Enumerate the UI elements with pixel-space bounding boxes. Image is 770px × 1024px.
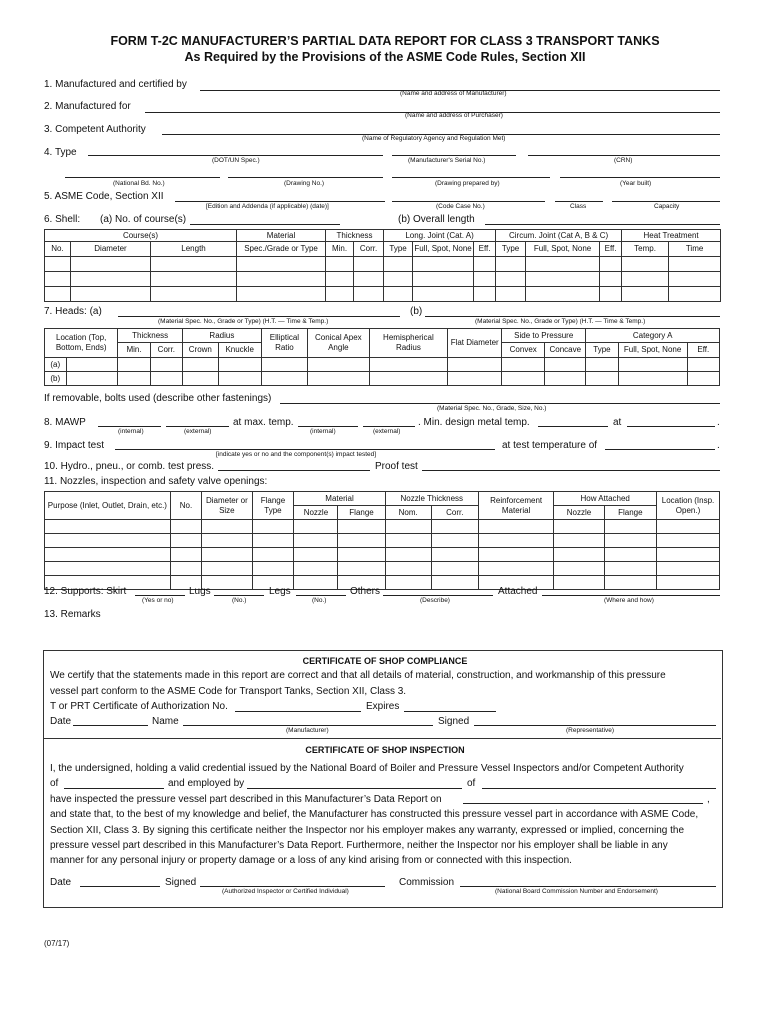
year-built-field[interactable] (560, 177, 720, 178)
employer-of-field[interactable] (482, 788, 716, 789)
inspection-sign-date-field[interactable] (80, 886, 160, 887)
item-13-label: 13. Remarks (44, 609, 101, 620)
table-row[interactable] (45, 534, 720, 548)
compliance-date-label: Date (50, 716, 72, 727)
flange-type-header: Flange Type (252, 492, 294, 520)
revision-date: (07/17) (44, 939, 70, 948)
flat-header: Flat Diameter (448, 329, 502, 358)
auth-no-field[interactable] (235, 711, 361, 712)
col-temp: Temp. (622, 242, 669, 257)
commission-caption: (National Board Commission Number and Endorsement) (495, 888, 658, 895)
inspection-date-label: Date (50, 877, 72, 888)
class-caption: Class (570, 203, 587, 210)
col-min: Min. (326, 242, 354, 257)
long-joint-header: Long. Joint (Cat. A) (384, 230, 496, 242)
overall-length-field[interactable] (485, 224, 720, 225)
serial-no-caption: (Manufacturer's Serial No.) (408, 157, 486, 164)
manufacturer-sign-caption: (Manufacturer) (286, 727, 329, 734)
table-row[interactable] (45, 372, 720, 386)
bolts-caption: (Material Spec. No., Grade, Size, No.) (437, 405, 547, 412)
table-row[interactable] (45, 272, 721, 287)
compliance-name-label: Name (152, 716, 179, 727)
inspection-of-label: of (50, 778, 59, 789)
shop-inspection-title: CERTIFICATE OF SHOP INSPECTION (305, 745, 465, 755)
max-temp-internal-field[interactable] (298, 426, 358, 427)
max-temp-external-field[interactable] (363, 426, 415, 427)
drawing-no-field[interactable] (228, 177, 383, 178)
col-flange-attached: Flange (604, 506, 656, 520)
item-2-label: 2. Manufactured for (44, 101, 131, 112)
legs-field[interactable] (296, 595, 346, 596)
legs-caption: (No.) (312, 597, 327, 604)
purpose-header: Purpose (Inlet, Outlet, Drain, etc.) (45, 492, 171, 520)
reinforcement-header: Reinforcement Material (478, 492, 553, 520)
compliance-line-1: We certify that the statements made in this report are correct and that all details of material, construction, and workmanship of this pressure (50, 670, 666, 681)
shell-courses-table (44, 229, 721, 302)
min-design-temp-label: . Min. design metal temp. (418, 417, 530, 428)
code-case-field[interactable] (392, 201, 545, 202)
test-temp-field[interactable] (605, 449, 715, 450)
inspection-of-field[interactable] (64, 788, 164, 789)
expires-label: Expires (366, 701, 400, 712)
attached-caption: (Where and how) (604, 597, 654, 604)
col-full-circ: Full, Spot, None (526, 242, 600, 257)
thickness-header: Thickness (326, 230, 384, 242)
form-title: FORM T-2C MANUFACTURER’S PARTIAL DATA REPORT FOR CLASS 3 TRANSPORT TANKS (110, 34, 660, 48)
shell-courses-field[interactable] (190, 224, 340, 225)
col-flange: Flange (338, 506, 385, 520)
mawp-internal-caption: (internal) (118, 428, 144, 435)
shell-courses-label: (a) No. of course(s) (100, 214, 187, 225)
how-attached-header: How Attached (554, 492, 657, 506)
category-a-header: Category A (586, 329, 720, 343)
material-header: Material (237, 230, 326, 242)
item-7-label: 7. Heads: (a) (44, 306, 102, 317)
col-nozzle: Nozzle (294, 506, 338, 520)
mawp-external-field[interactable] (166, 426, 229, 427)
mawp-internal-field[interactable] (98, 426, 161, 427)
employed-by-field[interactable] (247, 788, 462, 789)
diameter-header: Diameter or Size (202, 492, 252, 520)
employer-of-label: of (467, 778, 476, 789)
col-corr: Corr. (354, 242, 384, 257)
location-header: Location (Top, Bottom, Ends) (45, 329, 118, 358)
lugs-caption: (No.) (232, 597, 247, 604)
item-5-label: 5. ASME Code, Section XII (44, 191, 164, 202)
item-6-label: 6. Shell: (44, 214, 81, 225)
radius-header: Radius (183, 329, 262, 343)
col-diameter: Diameter (71, 242, 151, 257)
table-row[interactable] (45, 358, 720, 372)
thickness-header: Thickness (118, 329, 183, 343)
location-header: Location (Insp. Open.) (657, 492, 720, 520)
test-temp-label: at test temperature of (502, 440, 598, 451)
item-4-label: 4. Type (44, 147, 77, 158)
nozzles-table (44, 491, 720, 590)
inspection-line-1: I, the undersigned, holding a valid credential issued by the National Board of Boiler and Pressure Vessel Inspectors and/or Competent Authority (50, 763, 684, 774)
min-design-temp-field[interactable] (538, 426, 608, 427)
col-eff-long: Eff. (474, 242, 496, 257)
skirt-caption: (Yes or no) (142, 597, 174, 604)
employed-by-label: and employed by (168, 778, 245, 789)
drawing-no-caption: (Drawing No.) (284, 180, 325, 187)
head-b-caption: (Material Spec. No., Grade or Type) (H.T. — Time & Temp.) (475, 318, 646, 325)
inspection-line-6: pressure vessel part described in this Manufacturer’s Data Report. Furthermore, neither the Inspector nor his employer shall be liable in any (50, 840, 668, 851)
col-eff: Eff. (687, 343, 719, 358)
col-nom: Nom. (385, 506, 431, 520)
courses-header: Course(s) (45, 230, 237, 242)
capacity-caption: Capacity (654, 203, 680, 210)
min-design-at-field[interactable] (627, 426, 715, 427)
item-12-label: 12. Supports: Skirt (44, 586, 127, 597)
crn-caption: (CRN) (614, 157, 633, 164)
year-built-caption: (Year built) (620, 180, 652, 187)
col-full: Full, Spot, None (618, 343, 687, 358)
drawing-prepared-field[interactable] (392, 177, 550, 178)
heat-treatment-header: Heat Treatment (622, 230, 721, 242)
compliance-line-2: vessel part conform to the ASME Code for Transport Tanks, Section XII, Class 3. (50, 686, 407, 697)
col-time: Time (669, 242, 721, 257)
skirt-field[interactable] (135, 595, 185, 596)
hemispherical-header: Hemispherical Radius (369, 329, 448, 358)
col-nozzle-attached: Nozzle (554, 506, 604, 520)
col-crown: Crown (183, 343, 219, 358)
test-pressure-field[interactable] (218, 470, 370, 471)
col-corr: Corr. (431, 506, 478, 520)
conical-header: Conical Apex Angle (308, 329, 369, 358)
circ-joint-header: Circum. Joint (Cat A, B & C) (496, 230, 622, 242)
overall-length-label: (b) Overall length (398, 214, 475, 225)
table-row[interactable] (45, 287, 721, 302)
legs-label: Legs (269, 586, 291, 597)
dot-spec-caption: (DOT/UN Spec.) (212, 157, 260, 164)
serial-no-field[interactable] (392, 155, 516, 156)
col-convex: Convex (502, 343, 545, 358)
proof-test-label: Proof test (375, 461, 418, 472)
col-type-long: Type (384, 242, 413, 257)
code-case-caption: (Code Case No.) (436, 203, 485, 210)
edition-field[interactable] (175, 201, 385, 202)
edition-caption: [Edition and Addenda (if applicable) (date)] (206, 203, 329, 210)
item-11-label: 11. Nozzles, inspection and safety valve openings: (44, 476, 268, 487)
max-temp-internal-caption: (internal) (310, 428, 336, 435)
item-10-label: 10. Hydro., pneu., or comb. test press. (44, 461, 215, 472)
no-header: No. (170, 492, 201, 520)
table-row[interactable] (45, 576, 720, 590)
inspection-comma: , (707, 794, 710, 805)
expires-field[interactable] (404, 711, 496, 712)
inspection-line-4: and state that, to the best of my knowledge and belief, the Manufacturer has constructed this pressure vessel part in accordance with ASME Code, (50, 809, 699, 820)
national-bd-field[interactable] (65, 177, 220, 178)
proof-test-field[interactable] (422, 470, 720, 471)
at-max-temp-label: at max. temp. (233, 417, 294, 428)
class-field[interactable] (555, 201, 603, 202)
manufacturer-caption: (Name and address of Manufacturer) (400, 90, 507, 97)
attached-field[interactable] (542, 595, 720, 596)
compliance-date-field[interactable] (73, 725, 148, 726)
form-subtitle: As Required by the Provisions of the ASME Code Rules, Section XII (184, 50, 586, 64)
compliance-signature-field[interactable] (474, 725, 716, 726)
inspector-caption: (Authorized Inspector or Certified Individual) (222, 888, 349, 895)
bolts-label: If removable, bolts used (describe other fastenings) (44, 393, 272, 404)
col-concave: Concave (545, 343, 586, 358)
table-row[interactable] (45, 520, 720, 534)
national-bd-caption: (National Bd. No.) (113, 180, 165, 187)
col-type: Type (586, 343, 618, 358)
certificates-divider (44, 738, 721, 739)
representative-caption: (Representative) (566, 727, 615, 734)
col-full-long: Full, Spot, None (413, 242, 474, 257)
impact-test-caption: [indicate yes or no and the component(s) impact tested] (216, 451, 377, 458)
head-b-label: (b) (410, 306, 423, 317)
inspection-date-field[interactable] (463, 803, 703, 804)
shop-compliance-title: CERTIFICATE OF SHOP COMPLIANCE (302, 656, 468, 666)
attached-label: Attached (498, 586, 538, 597)
max-temp-external-caption: (external) (373, 428, 401, 435)
inspection-line-7: manner for any personal injury or property damage or a loss of any kind arising from or connected with this inspection. (50, 855, 572, 866)
col-spec: Spec./Grade or Type (237, 242, 326, 257)
others-label: Others (350, 586, 381, 597)
head-b-field[interactable] (425, 316, 720, 317)
inspection-line-3: have inspected the pressure vessel part described in this Manufacturer’s Data Report on (50, 794, 442, 805)
material-header: Material (294, 492, 385, 506)
lugs-field[interactable] (214, 595, 264, 596)
col-knuckle: Knuckle (218, 343, 261, 358)
others-caption: (Describe) (420, 597, 450, 604)
compliance-name-field[interactable] (183, 725, 433, 726)
side-pressure-header: Side to Pressure (502, 329, 586, 343)
col-corr: Corr. (150, 343, 182, 358)
inspection-line-5: Section XII, Class 3. By signing this certificate neither the Inspector nor his employer makes any warranty, expressed or implied, concerning the (50, 825, 685, 836)
at-label: at (613, 417, 622, 428)
item-3-label: 3. Competent Authority (44, 124, 146, 135)
item-9-end: . (717, 440, 720, 451)
competent-authority-caption: (Name of Regulatory Agency and Regulation Met) (362, 135, 506, 142)
drawing-prepared-caption: (Drawing prepared by) (435, 180, 500, 187)
inspector-signature-field[interactable] (200, 886, 385, 887)
item-1-label: 1. Manufactured and certified by (44, 79, 187, 90)
impact-test-field[interactable] (115, 449, 495, 450)
capacity-field[interactable] (612, 201, 720, 202)
col-type-circ: Type (496, 242, 526, 257)
item-8-end: . (717, 417, 720, 428)
others-field[interactable] (383, 595, 493, 596)
purchaser-caption: (Name and address of Purchaser) (405, 112, 503, 119)
col-eff-circ: Eff. (600, 242, 622, 257)
table-row[interactable] (45, 548, 720, 562)
inspection-signed-label: Signed (165, 877, 197, 888)
col-min: Min. (118, 343, 150, 358)
lugs-label: Lugs (189, 586, 211, 597)
nozzle-thickness-header: Nozzle Thickness (385, 492, 478, 506)
commission-field[interactable] (460, 886, 716, 887)
bolts-field[interactable] (280, 403, 720, 404)
item-9-label: 9. Impact test (44, 440, 105, 451)
table-row[interactable] (45, 562, 720, 576)
head-a-caption: (Material Spec. No., Grade or Type) (H.T. — Time & Temp.) (158, 318, 329, 325)
table-row[interactable] (45, 257, 721, 272)
row-b-label: (b) (45, 372, 67, 386)
col-length: Length (151, 242, 237, 257)
commission-label: Commission (399, 877, 455, 888)
dot-spec-field[interactable] (88, 155, 383, 156)
heads-table (44, 328, 720, 386)
compliance-signed-label: Signed (438, 716, 470, 727)
mawp-external-caption: (external) (184, 428, 212, 435)
item-8-label: 8. MAWP (44, 417, 86, 428)
col-no: No. (45, 242, 71, 257)
elliptical-header: Elliptical Ratio (261, 329, 307, 358)
auth-no-label: T or PRT Certificate of Authorization No. (50, 701, 228, 712)
head-a-field[interactable] (118, 316, 400, 317)
row-a-label: (a) (45, 358, 67, 372)
crn-field[interactable] (528, 155, 720, 156)
